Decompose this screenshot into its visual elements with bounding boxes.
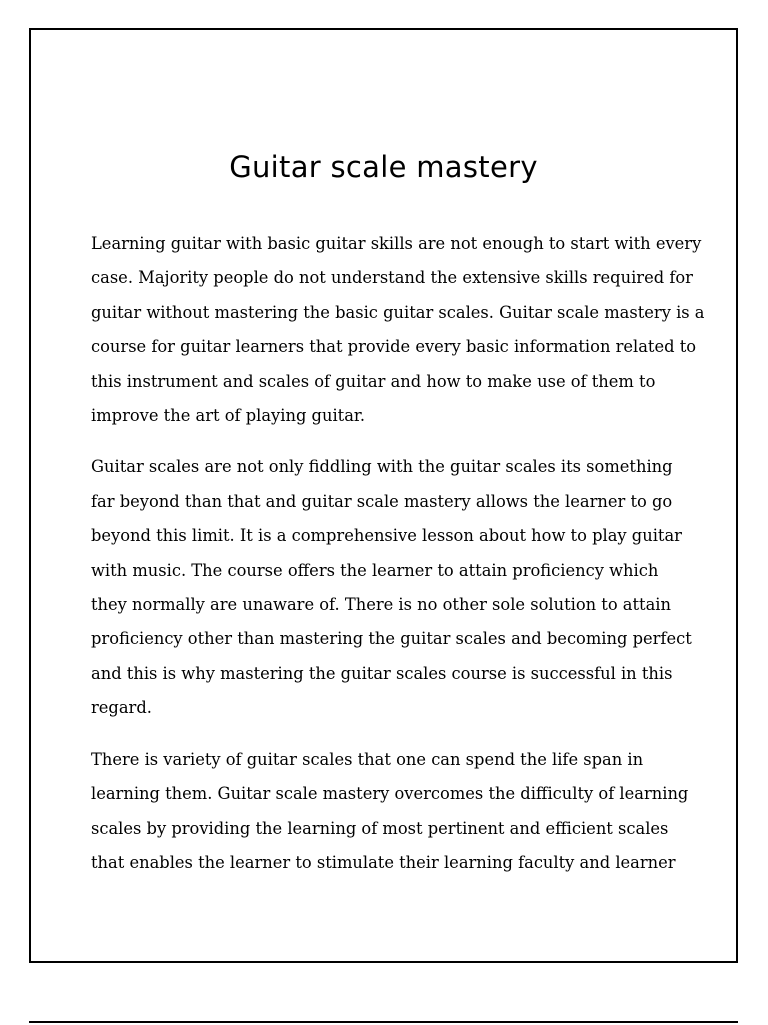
paragraph-line: Guitar scales are not only fiddling with the guitar scales its something: [91, 457, 673, 477]
paragraph-3: [91, 743, 691, 881]
paragraph-2: [91, 450, 691, 725]
paragraph-line: regard.: [91, 698, 152, 718]
paragraph-line: Learning guitar with basic guitar skills are not enough to start with every: [91, 234, 702, 253]
paragraph-line: that enables the learner to stimulate their learning faculty and learner: [91, 852, 676, 872]
paragraph-line: this instrument and scales of guitar and how to make use of them to: [91, 371, 656, 391]
document-title: Guitar scale mastery: [229, 150, 538, 184]
document-body: [91, 227, 705, 897]
paragraph-line: beyond this limit. It is a comprehensive lesson about how to play guitar: [91, 526, 682, 546]
paragraph-line: and this is why mastering the guitar scales course is successful in this: [91, 663, 673, 683]
paragraph-line: with music. The course offers the learner to attain proficiency which: [91, 560, 659, 580]
paragraph-line: case. Majority people do not understand the extensive skills required for: [91, 268, 693, 288]
paragraph-line: proficiency other than mastering the guitar scales and becoming perfect: [91, 629, 692, 649]
paragraph-line: they normally are unaware of. There is no other sole solution to attain: [91, 595, 672, 615]
next-page-edge: [29, 1021, 738, 1025]
paragraph-line: learning them. Guitar scale mastery overcomes the difficulty of learning: [91, 784, 689, 804]
document-page: [29, 28, 738, 963]
paragraph-1: [91, 227, 705, 433]
paragraph-line: guitar without mastering the basic guitar scales. Guitar scale mastery is a: [91, 302, 705, 322]
paragraph-line: improve the art of playing guitar.: [91, 406, 366, 426]
paragraph-line: scales by providing the learning of most pertinent and efficient scales: [91, 818, 669, 838]
paragraph-line: far beyond than that and guitar scale mastery allows the learner to go: [91, 491, 673, 511]
paragraph-line: There is variety of guitar scales that one can spend the life span in: [91, 749, 644, 769]
paragraph-line: course for guitar learners that provide every basic information related to: [91, 337, 697, 357]
